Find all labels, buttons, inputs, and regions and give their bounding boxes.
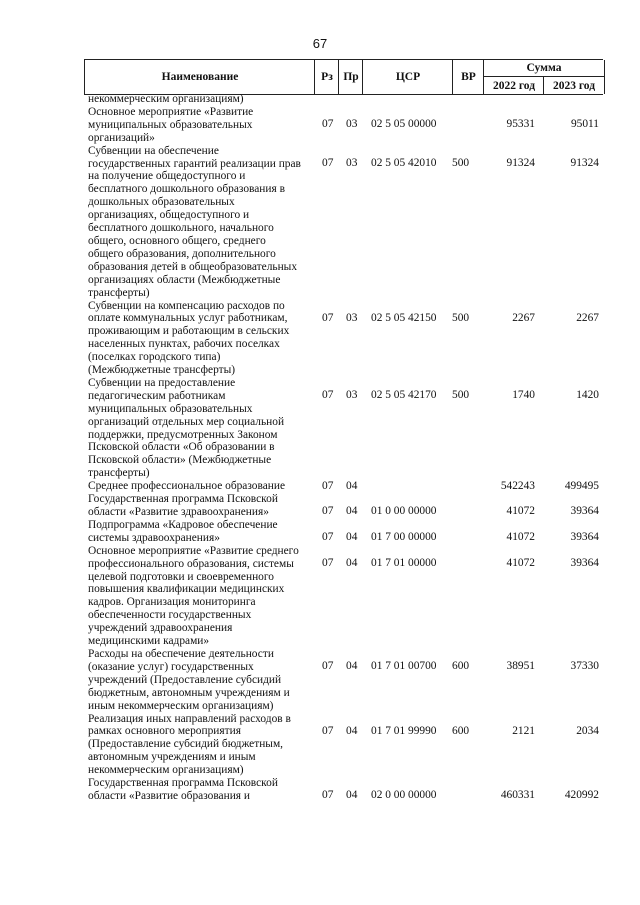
table-body bbox=[84, 93, 603, 803]
row-csr: 02 5 05 00000 bbox=[371, 117, 437, 130]
row-rz: 07 bbox=[322, 311, 334, 324]
row-amount-2023: 1420 bbox=[576, 388, 599, 401]
row-vr: 600 bbox=[452, 659, 470, 672]
row-pr: 03 bbox=[346, 388, 358, 401]
row-csr: 01 7 01 00000 bbox=[371, 556, 437, 569]
row-rz: 07 bbox=[322, 480, 334, 493]
row-amount-2022: 95331 bbox=[506, 117, 535, 130]
row-csr: 01 0 00 00000 bbox=[371, 505, 437, 518]
row-amount-2023: 420992 bbox=[564, 789, 599, 802]
row-amount-2023: 95011 bbox=[570, 117, 599, 130]
table-row bbox=[84, 648, 603, 713]
row-csr: 01 7 01 00700 bbox=[371, 659, 437, 672]
row-vr: 500 bbox=[452, 388, 470, 401]
row-name: Основное мероприятие «Развитие среднего профессионального образования, системы целевой подготовки и своевременного повышения квалификации медицинских кадров. Организация мониторинга обеспеченности государственных учреждений здравоохранения медицинскими кадрами» bbox=[88, 544, 299, 648]
table-row bbox=[84, 480, 603, 493]
row-rz: 07 bbox=[322, 724, 334, 737]
row-amount-2023: 39364 bbox=[570, 556, 599, 569]
row-amount-2023: 499495 bbox=[564, 480, 599, 493]
row-amount-2022: 41072 bbox=[506, 505, 535, 518]
row-name: Субвенции на обеспечение государственных гарантий реализации прав на получение общедоступного и бесплатного дошкольного образования в дошкольных образовательных организациях, общедоступного и бесплатного дошкольного, начального общего, основного общего, среднего общего образования, дополнительного образования детей в общеобразовательных организациях области (Межбюджетные трансферты) bbox=[88, 144, 301, 299]
row-csr: 01 7 00 00000 bbox=[371, 530, 437, 543]
table-row bbox=[84, 93, 603, 106]
row-name: Среднее профессиональное образование bbox=[88, 480, 286, 493]
table-row bbox=[84, 300, 603, 377]
header-rz: Рз bbox=[314, 60, 339, 94]
row-amount-2022: 91324 bbox=[506, 156, 535, 169]
row-rz: 07 bbox=[322, 789, 334, 802]
row-rz: 07 bbox=[322, 556, 334, 569]
header-name: Наименование bbox=[84, 60, 315, 94]
row-csr: 02 5 05 42170 bbox=[371, 388, 437, 401]
row-amount-2022: 2267 bbox=[512, 311, 535, 324]
row-rz: 07 bbox=[322, 117, 334, 130]
header-pr: Пр bbox=[338, 60, 363, 94]
row-pr: 03 bbox=[346, 156, 358, 169]
row-pr: 03 bbox=[346, 117, 358, 130]
row-vr: 500 bbox=[452, 311, 470, 324]
row-pr: 04 bbox=[346, 505, 358, 518]
header-sum: Сумма bbox=[483, 60, 605, 77]
table-row bbox=[84, 519, 603, 545]
row-name: Субвенции на компенсацию расходов по оплате коммунальных услуг работникам, проживающим и работающим в сельских населенных пунктах, рабочих поселках (поселках городского типа) (Межбюджетные трансферты) bbox=[88, 299, 290, 377]
row-name: Субвенции на предоставление педагогическим работникам муниципальных образовательных организаций отдельных мер социальной поддержки, предусмотренных Законом Псковской области «Об образовании в Псковской области» (Межбюджетные трансферты) bbox=[88, 376, 285, 480]
row-name: Подпрограмма «Кадровое обеспечение системы здравоохранения» bbox=[88, 518, 278, 544]
row-csr: 02 0 00 00000 bbox=[371, 789, 437, 802]
row-pr: 04 bbox=[346, 556, 358, 569]
row-vr: 500 bbox=[452, 156, 470, 169]
row-pr: 04 bbox=[346, 659, 358, 672]
row-name: некоммерческим организациям) bbox=[88, 93, 244, 105]
row-csr: 02 5 05 42010 bbox=[371, 156, 437, 169]
row-rz: 07 bbox=[322, 530, 334, 543]
row-pr: 03 bbox=[346, 311, 358, 324]
row-amount-2023: 39364 bbox=[570, 505, 599, 518]
row-name: Государственная программа Псковской области «Развитие здравоохранения» bbox=[88, 493, 278, 518]
row-amount-2023: 91324 bbox=[570, 156, 599, 169]
row-rz: 07 bbox=[322, 659, 334, 672]
row-amount-2022: 41072 bbox=[506, 556, 535, 569]
table-row bbox=[84, 713, 603, 778]
row-amount-2022: 542243 bbox=[500, 480, 535, 493]
header-year-2022: 2022 год bbox=[483, 77, 544, 94]
row-name: Расходы на обеспечение деятельности (оказание услуг) государственных учреждений (Предоставление субсидий бюджетным, автономным учреждениям и иным некоммерческим организациям) bbox=[88, 647, 290, 712]
header-vr: ВР bbox=[452, 60, 484, 94]
row-amount-2023: 2267 bbox=[576, 311, 599, 324]
row-name: Государственная программа Псковской области «Развитие образования и bbox=[88, 777, 278, 802]
page-number: 67 bbox=[312, 36, 328, 51]
row-amount-2022: 1740 bbox=[512, 388, 535, 401]
row-pr: 04 bbox=[346, 724, 358, 737]
header-year-2023: 2023 год bbox=[543, 77, 605, 94]
table-row bbox=[84, 493, 603, 519]
table-row bbox=[84, 777, 603, 803]
row-vr: 600 bbox=[452, 724, 470, 737]
row-name: Основное мероприятие «Развитие муниципальных образовательных организаций» bbox=[88, 105, 254, 144]
table-row bbox=[84, 106, 603, 145]
row-amount-2023: 39364 bbox=[570, 530, 599, 543]
table-row bbox=[84, 545, 603, 648]
table-row bbox=[84, 145, 603, 300]
row-csr: 02 5 05 42150 bbox=[371, 311, 437, 324]
row-rz: 07 bbox=[322, 505, 334, 518]
table-header bbox=[84, 59, 603, 95]
row-amount-2023: 37330 bbox=[570, 659, 599, 672]
row-csr: 01 7 01 99990 bbox=[371, 724, 437, 737]
row-pr: 04 bbox=[346, 480, 358, 493]
row-amount-2022: 460331 bbox=[500, 789, 535, 802]
row-amount-2022: 41072 bbox=[506, 530, 535, 543]
row-name: Реализация иных направлений расходов в рамках основного мероприятия (Предоставление субсидий бюджетным, автономным учреждениям и иным некоммерческим организациям) bbox=[88, 712, 291, 777]
row-rz: 07 bbox=[322, 156, 334, 169]
header-csr: ЦСР bbox=[362, 60, 453, 94]
row-amount-2023: 2034 bbox=[576, 724, 599, 737]
table-row bbox=[84, 377, 603, 480]
row-amount-2022: 2121 bbox=[512, 724, 535, 737]
row-pr: 04 bbox=[346, 530, 358, 543]
row-pr: 04 bbox=[346, 789, 358, 802]
row-rz: 07 bbox=[322, 388, 334, 401]
row-amount-2022: 38951 bbox=[506, 659, 535, 672]
